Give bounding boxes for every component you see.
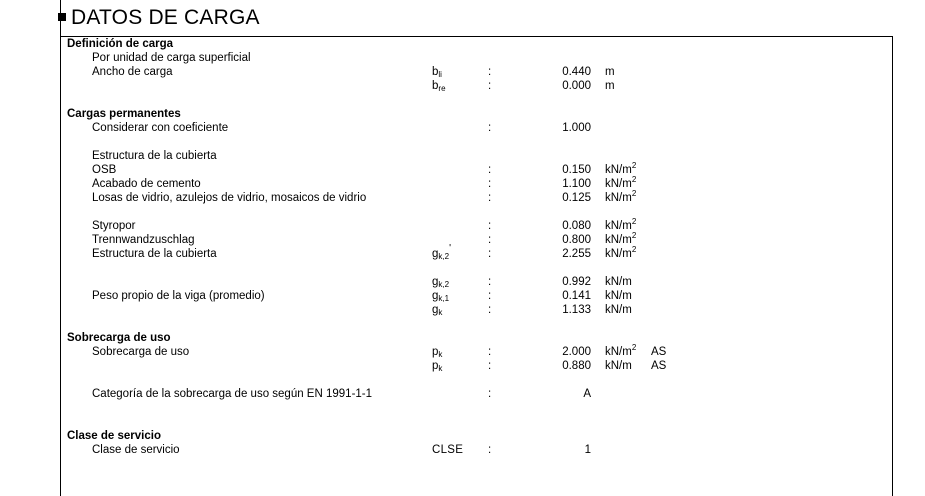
row-value: 2.255: [562, 248, 591, 260]
unit-exponent: 2: [631, 343, 637, 353]
section-heading-label: Clase de servicio: [67, 430, 161, 442]
row-unit: kN/m: [605, 304, 632, 316]
section-heading-clase-de-servicio: [61, 429, 894, 443]
row-value: 0.800: [562, 234, 591, 246]
row-spacer: [61, 135, 894, 149]
row-symbol: [432, 275, 449, 289]
row-symbol: [432, 303, 442, 317]
unit-exponent: 2: [631, 245, 637, 255]
row-unit: kN/m: [605, 360, 632, 372]
row-losas-de-vidrio: [61, 191, 894, 219]
unit-base: kN/m: [605, 248, 632, 260]
row-unit: m: [605, 66, 615, 78]
row-symbol: [432, 79, 446, 93]
row-por-unidad-de-carga-superficial: [61, 51, 894, 65]
row-colon: :: [488, 80, 492, 92]
row-value: 0.125: [562, 192, 591, 204]
row-colon: :: [488, 234, 492, 246]
row-unit: [605, 191, 636, 205]
row-unit: m: [605, 80, 615, 92]
unit-base: kN/m: [605, 234, 632, 246]
row-acabado-de-cemento: [61, 177, 894, 191]
row-sobrecarga-de-uso-linear: [61, 359, 894, 373]
row-label: Categoría de la sobrecarga de uso según EN 1991-1-1: [92, 388, 373, 400]
symbol-prime: ': [449, 243, 451, 255]
row-label: Trennwandzuschlag: [92, 234, 195, 246]
row-label: Losas de vidrio, azulejos de vidrio, mosaicos de vidrio: [92, 192, 367, 204]
row-label: Clase de servicio: [92, 444, 180, 456]
symbol-base: p: [432, 360, 439, 372]
row-symbol: CLSE: [432, 444, 464, 456]
symbol-base: g: [432, 248, 439, 260]
row-estructura-de-la-cubierta-total: [61, 243, 894, 261]
row-colon: :: [488, 248, 492, 260]
row-colon: :: [488, 192, 492, 204]
row-label: Sobrecarga de uso: [92, 346, 190, 358]
row-colon: :: [488, 178, 492, 190]
row-clase-de-servicio: [61, 443, 894, 457]
symbol-base: b: [432, 80, 439, 92]
row-label: Peso propio de la viga (promedio): [92, 290, 265, 302]
row-label: Styropor: [92, 220, 136, 232]
row-unit: kN/m: [605, 276, 632, 288]
row-colon: :: [488, 66, 492, 78]
row-ancho-de-carga-re: [61, 79, 894, 93]
row-value: 0.141: [562, 290, 591, 302]
symbol-base: g: [432, 304, 439, 316]
row-label: OSB: [92, 164, 117, 176]
unit-exponent: 2: [631, 161, 637, 171]
row-symbol: [432, 289, 449, 303]
symbol-subscript: re: [438, 84, 446, 93]
row-colon: :: [488, 276, 492, 288]
row-value: 0.880: [562, 360, 591, 372]
symbol-subscript: k: [438, 364, 443, 373]
row-colon: :: [488, 304, 492, 316]
row-value: A: [583, 388, 591, 400]
symbol-base: p: [432, 346, 439, 358]
row-note: AS: [651, 360, 667, 372]
row-unit: [605, 345, 636, 359]
unit-base: kN/m: [605, 220, 632, 232]
row-value: 1.000: [562, 122, 591, 134]
symbol-subscript: k,2: [438, 252, 450, 261]
unit-exponent: 2: [631, 189, 637, 199]
row-spacer: [61, 373, 894, 387]
unit-base: kN/m: [605, 164, 632, 176]
row-osb: [61, 163, 894, 177]
row-label: Por unidad de carga superficial: [92, 52, 251, 64]
symbol-subscript: k,2: [438, 280, 450, 289]
row-colon: :: [488, 444, 492, 456]
section-heading-sobrecarga-de-uso: [61, 331, 894, 345]
row-spacer: [61, 261, 894, 275]
row-spacer: [61, 93, 894, 107]
square-bullet-icon: [58, 13, 66, 21]
row-value: 1.100: [562, 178, 591, 190]
unit-exponent: 2: [631, 175, 637, 185]
row-colon: :: [488, 346, 492, 358]
row-value: 0.150: [562, 164, 591, 176]
row-value: 1: [584, 444, 591, 456]
row-ancho-de-carga: [61, 65, 894, 79]
row-sobrecarga-de-uso-area: [61, 345, 894, 359]
row-symbol: [432, 65, 442, 79]
row-value: 0.992: [562, 276, 591, 288]
row-colon: :: [488, 290, 492, 302]
row-label: Ancho de carga: [92, 66, 173, 78]
row-estructura-de-la-cubierta-header: [61, 149, 894, 163]
symbol-subscript: k,1: [438, 294, 450, 303]
row-value: 0.080: [562, 220, 591, 232]
section-heading-label: Cargas permanentes: [67, 108, 181, 120]
row-value: 0.000: [562, 80, 591, 92]
row-spacer: [61, 317, 894, 331]
symbol-base: g: [432, 290, 439, 302]
row-categoria-sobrecarga: [61, 387, 894, 415]
row-value: 0.440: [562, 66, 591, 78]
row-styropor: [61, 219, 894, 233]
section-heading-definicion-de-carga: [61, 37, 894, 51]
section-heading-label: Sobrecarga de uso: [67, 332, 171, 344]
symbol-base: b: [432, 66, 439, 78]
row-colon: :: [488, 220, 492, 232]
section-heading-cargas-permanentes: [61, 107, 894, 121]
row-colon: :: [488, 122, 492, 134]
row-symbol: [432, 243, 451, 261]
unit-base: kN/m: [605, 346, 632, 358]
row-label: Acabado de cemento: [92, 178, 201, 190]
row-unit: [605, 247, 636, 261]
row-colon: :: [488, 164, 492, 176]
row-gk-total: [61, 303, 894, 317]
symbol-base: g: [432, 276, 439, 288]
symbol-subscript: li: [438, 70, 442, 79]
unit-base: kN/m: [605, 178, 632, 190]
unit-base: kN/m: [605, 192, 632, 204]
row-colon: :: [488, 360, 492, 372]
row-symbol: [432, 345, 442, 359]
row-note: AS: [651, 346, 667, 358]
load-data-panel: [60, 36, 893, 496]
row-gk2: [61, 275, 894, 289]
unit-exponent: 2: [631, 217, 637, 227]
symbol-subscript: k: [438, 350, 443, 359]
page-title: DATOS DE CARGA: [71, 6, 260, 29]
row-considerar-con-coeficiente: [61, 121, 894, 135]
load-data-rows: [61, 37, 894, 457]
row-value: 1.133: [562, 304, 591, 316]
symbol-subscript: k: [438, 308, 443, 317]
row-label: Considerar con coeficiente: [92, 122, 229, 134]
unit-exponent: 2: [631, 231, 637, 241]
row-symbol: [432, 359, 442, 373]
row-label: Estructura de la cubierta: [92, 248, 217, 260]
row-value: 2.000: [562, 346, 591, 358]
row-unit: kN/m: [605, 290, 632, 302]
row-trennwandzuschlag: [61, 233, 894, 247]
section-heading-label: Definición de carga: [67, 38, 174, 50]
row-spacer: [61, 415, 894, 429]
row-label: Estructura de la cubierta: [92, 150, 217, 162]
row-peso-propio-de-la-viga: [61, 289, 894, 303]
row-colon: :: [488, 388, 492, 400]
